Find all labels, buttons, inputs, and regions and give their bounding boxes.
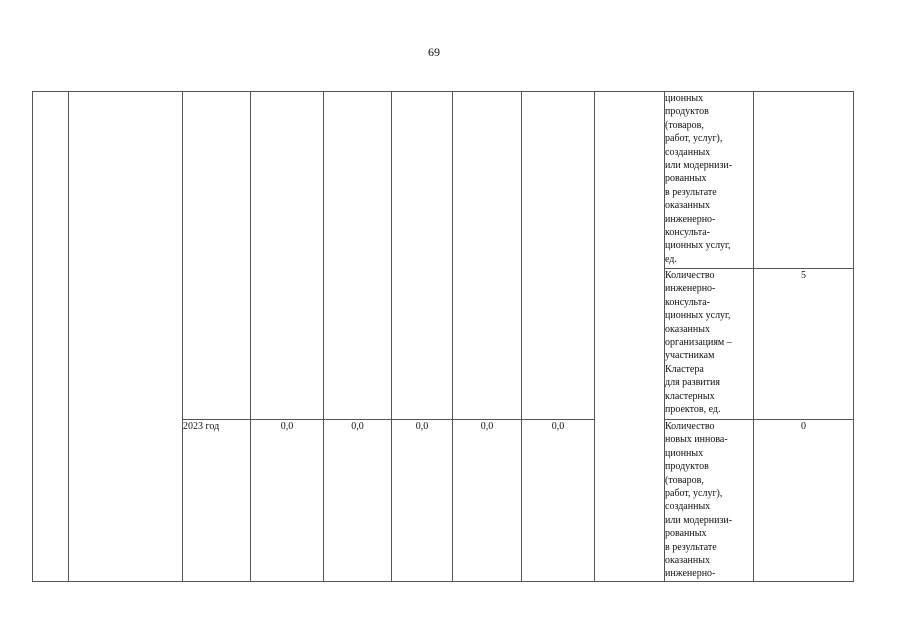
target-cell: 0 xyxy=(754,420,854,582)
table-cell-value-empty xyxy=(453,92,522,420)
indicator-text: Количество инженерно- консульта- ционных услуг, оказанных организациям – участникам Кластера для развития кластерных проектов, ед. xyxy=(665,270,732,416)
table-cell-value-empty xyxy=(251,92,324,420)
table-cell-year-empty xyxy=(183,92,251,420)
value-cell: 0,0 xyxy=(522,420,595,582)
indicator-cell xyxy=(665,92,754,269)
table-cell-value-empty xyxy=(522,92,595,420)
value-cell: 0,0 xyxy=(324,420,392,582)
target-cell: 5 xyxy=(754,269,854,420)
indicator-cell xyxy=(665,420,754,582)
table-cell-value-empty xyxy=(392,92,453,420)
indicator-text: Количество новых иннова- ционных продуктов (товаров, работ, услуг), созданных или модернизи- рованных в результате оказанных инженерно- xyxy=(665,421,733,580)
table-cell-value-empty xyxy=(324,92,392,420)
budget-table xyxy=(32,91,854,582)
value-cell: 0,0 xyxy=(392,420,453,582)
table-row xyxy=(33,92,854,269)
indicator-cell xyxy=(665,269,754,420)
table-cell-number xyxy=(33,92,69,582)
value-cell: 0,0 xyxy=(251,420,324,582)
indicator-text: ционных продуктов (товаров, работ, услуг), созданных или модернизи- рованных в результате оказанных инженерно- консульта- ционных услуг, ед. xyxy=(665,93,733,265)
value-cell: 0,0 xyxy=(453,420,522,582)
year-cell: 2023 год xyxy=(183,420,251,582)
table-cell-executor xyxy=(595,92,665,582)
page-number: 69 xyxy=(428,45,440,59)
table-cell-event xyxy=(69,92,183,582)
target-cell xyxy=(754,92,854,269)
